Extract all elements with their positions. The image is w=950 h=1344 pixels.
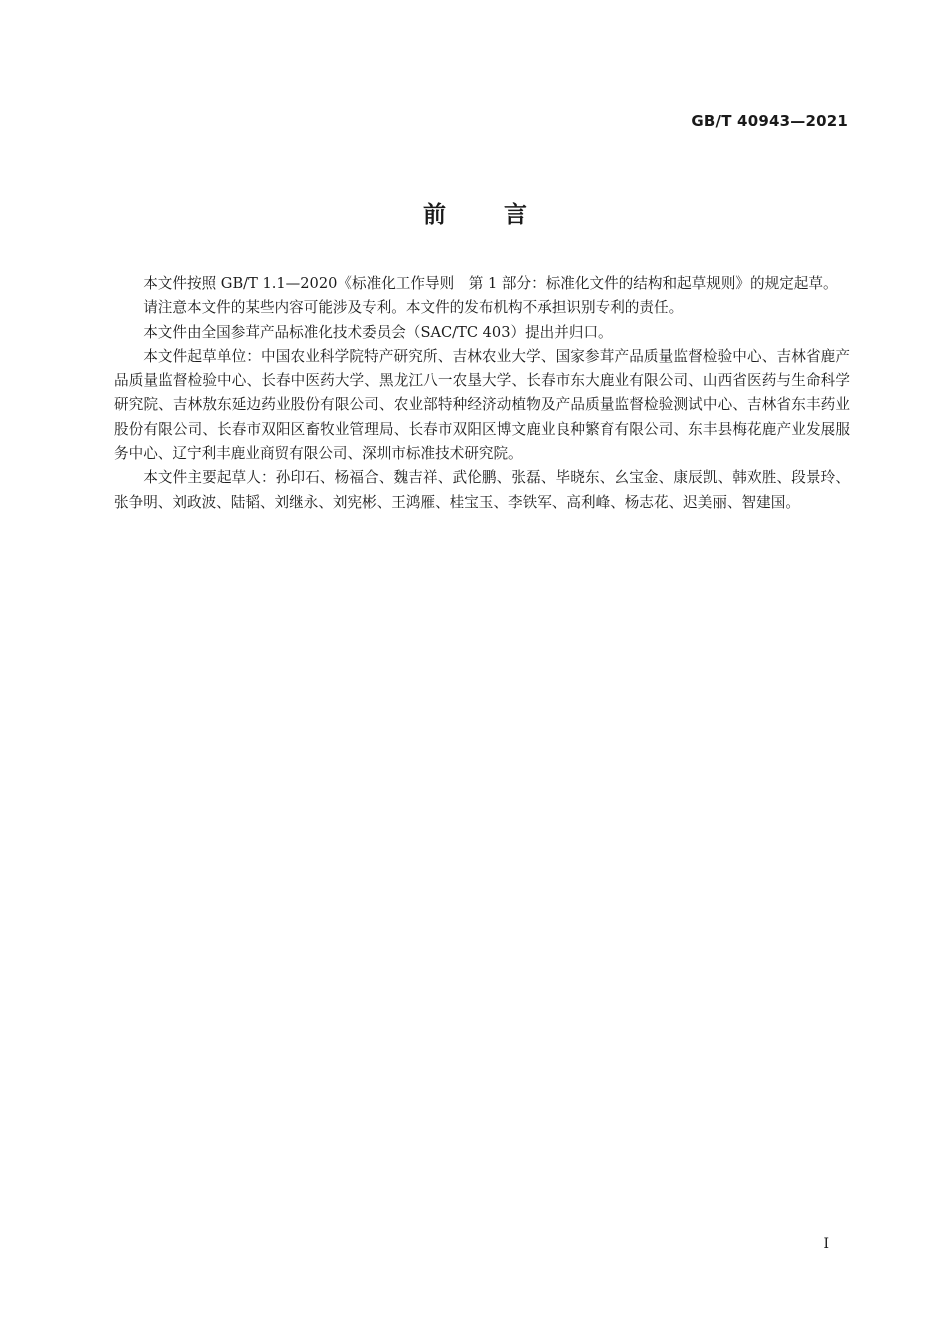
paragraph-patent-notice: 请注意本文件的某些内容可能涉及专利。本文件的发布机构不承担识别专利的责任。 xyxy=(143,299,684,317)
paragraph-proposer: 本文件由全国参茸产品标准化技术委员会（SAC/TC 403）提出并归口。 xyxy=(143,323,613,341)
paragraph-drafting-units: 本文件起草单位：中国农业科学院特产研究所、吉林农业大学、国家参茸产品质量监督检验中心、吉林省鹿产品质量监督检验中心、长春中医药大学、黑龙江八一农垦大学、长春市东大鹿业有限公司、山西省医药与生命科学研究院、吉林敖东延边药业股份有限公司、农业部特种经济动植物及产品质量监督检验测试中心、吉林省东丰药业股份有限公司、长春市双阳区畜牧业管理局、长春市双阳区博文鹿业良种繁育有限公司、东丰县梅花鹿产业发展服务中心、辽宁利丰鹿业商贸有限公司、深圳市标准技术研究院。 xyxy=(114,347,850,463)
standard-number: GB/T 40943—2021 xyxy=(691,112,848,130)
page-number: I xyxy=(823,1236,829,1252)
paragraph-drafting-rules: 本文件按照 GB/T 1.1—2020《标准化工作导则 第 1 部分：标准化文件的结构和起草规则》的规定起草。 xyxy=(143,275,838,292)
page-title: 前言 xyxy=(423,202,585,228)
document-body xyxy=(114,272,850,515)
paragraph-drafters: 本文件主要起草人：孙印石、杨福合、魏吉祥、武伦鹏、张磊、毕晓东、幺宝金、康辰凯、韩欢胜、段景玲、张争明、刘政波、陆韬、刘继永、刘宪彬、王鸿雁、桂宝玉、李铁军、高利峰、杨志花、迟美丽、智建国。 xyxy=(114,469,850,511)
